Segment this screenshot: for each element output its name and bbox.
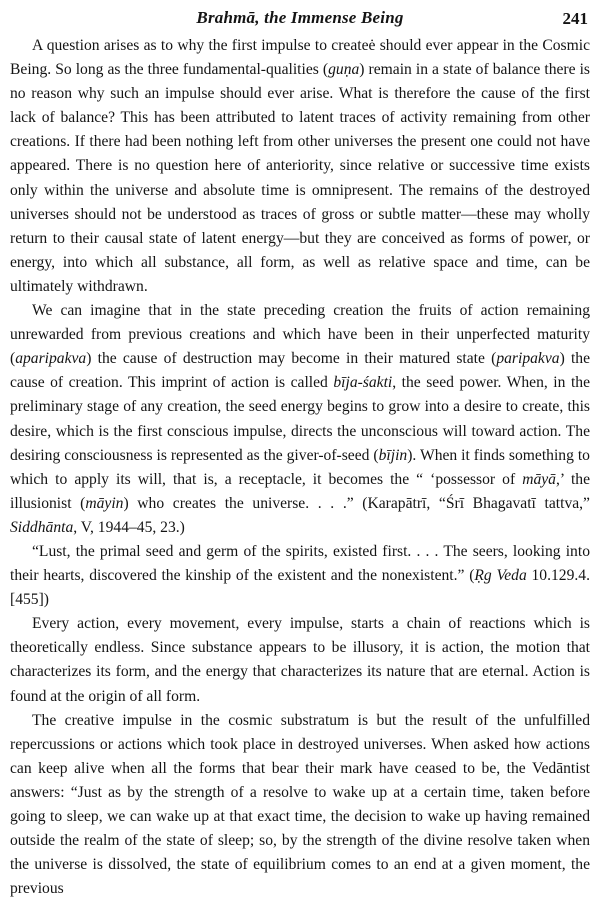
text-run: ) remain in a state of balance there is no reason why such an impulse should ever arise. What is therefore the cause of the first lack of balance? This has been attributed to latent traces of activity remaining from other creations. If there had been nothing left from other universes the present one could not have appeared. There is no question here of anteriority, since relative or successive time exists only within the universe and absolute time is omnipresent. The remains of the destroyed universes should not be understood as traces of gross or subtle matter—these may wholly return to their causal state of latent energy—but they are conceived as forms of power, or energy, into which all substance, all form, as well as relative space and time, can be ultimately withdrawn.	[10, 61, 590, 295]
text-run: ,’ the illusionist (	[10, 470, 590, 512]
italic-term: bījin	[378, 446, 408, 464]
italic-term: Ṛg Veda	[474, 567, 527, 585]
paragraph	[10, 612, 590, 708]
italic-term: guṇa	[328, 61, 360, 79]
italic-term: Siddhānta	[10, 518, 74, 536]
text-run: ) the cause of destruction may become in their matured state (	[86, 350, 497, 368]
text-run: , the seed power. When, in the preliminary stage of any creation, the seed energy begins to grow into a desire to create, this desire, which is the first conscious impulse, directs the unconscious will toward action. The desiring consciousness is represented as the giver-of-seed (	[10, 374, 590, 464]
italic-term: māyā	[522, 470, 556, 488]
paragraph	[10, 540, 590, 612]
page-number: 241	[562, 9, 588, 28]
text-run: “Lust, the primal seed and germ of the spirits, existed first. . . . The seers, looking into their hearts, discovered the kinship of the existent and the nonexistent.” (	[10, 542, 590, 585]
italic-term: māyin	[85, 494, 124, 512]
text-run: ). When it finds something to which to apply its will, that is, a receptacle, it becomes the “ ‘possessor of	[10, 446, 590, 488]
text-run: ) the cause of creation. This imprint of action is called	[10, 350, 590, 392]
text-run: The creative impulse in the cosmic substratum is but the result of the unfulfilled repercussions or actions which took place in destroyed universes. When asked how actions can keep alive when all the forms that bear their mark have ceased to be, the Vedāntist answers: “Just as by the strength of a resolve to wake up at a certain time, taken before going to sleep, we can wake up at that exact time, the decision to wake up having remained outside the realm of the state of sleep; so, by the strength of the divine resolve taken when the universe is dissolved, the state of equilibrium comes to an end at a given moment, the previous	[10, 711, 590, 898]
text-run: We can imagine that in the state preceding creation the fruits of action remaining unrewarded from previous creations and which have been in their unperfected maturity (	[10, 302, 590, 368]
italic-term: paripakva	[496, 350, 560, 368]
running-head	[10, 6, 590, 32]
italic-term: aparipakva	[15, 350, 87, 368]
paragraph	[10, 709, 590, 902]
text-run: Every action, every movement, every impulse, starts a chain of reactions which is theoretically endless. Since substance appears to be illusory, it is action, the motion that characterizes its form, and the energy that characterizes its nature that are eternal. Action is found at the origin of all form.	[10, 615, 590, 705]
paragraph	[10, 34, 590, 299]
text-run: 10.129.4. [455])	[10, 567, 590, 609]
text-run: ) who creates the universe. . . .” (Karapātrī, “Śrī Bhagavatī tattva,”	[123, 494, 590, 512]
text-run: A question arises as to why the first impulse to createė should ever appear in the Cosmic Being. So long as the three fundamental-qualities (	[10, 37, 590, 79]
body-text	[10, 34, 590, 901]
italic-term: bīja-śakti	[333, 374, 393, 392]
paragraph	[10, 299, 590, 540]
running-title: Brahmā, the Immense Being	[196, 8, 404, 27]
text-run: , V, 1944–45, 23.)	[73, 518, 185, 536]
